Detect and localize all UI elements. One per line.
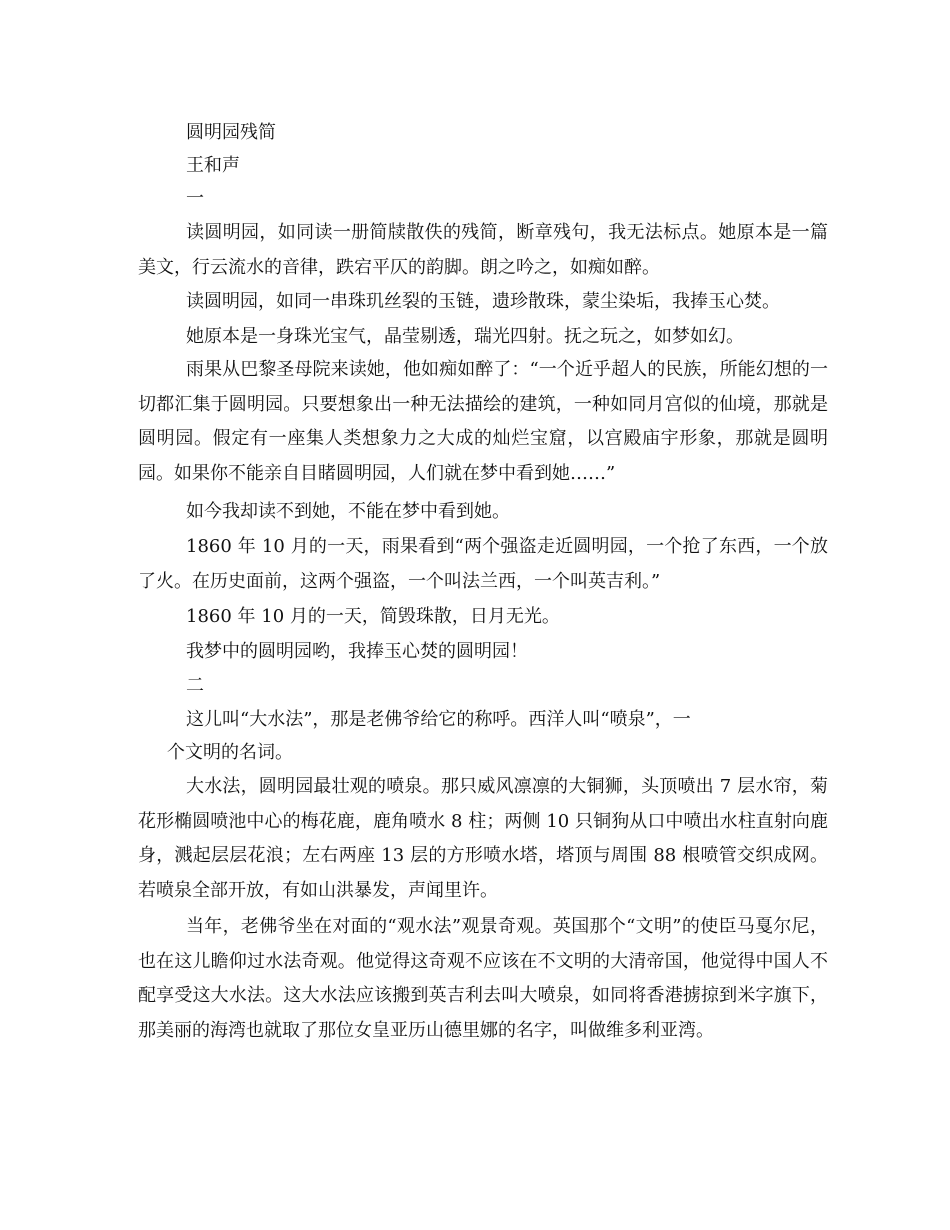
- paragraph: 如今我却读不到她，不能在梦中看到她。: [186, 501, 510, 522]
- paragraph: 1860 年 10 月的一天，简毁珠散，日月无光。: [186, 606, 560, 627]
- section-heading-two: 二: [186, 675, 204, 696]
- document-title: 圆明园残简: [186, 122, 276, 143]
- paragraph: 雨果从巴黎圣母院来读她，他如痴如醉了：“一个近乎超人的民族，所能幻想的一切都汇集于圆明园。只要想象出一种无法描绘的建筑，一种如同月宫似的仙境，那就是圆明园。假定有一座集人类想象力之大成的灿烂宝窟，以宫殿庙宇形象，那就是圆明园。如果你不能亲自目睹圆明园，人们就在梦中看到她……”: [138, 359, 828, 484]
- paragraph: 她原本是一身珠光宝气，晶莹剔透，瑞光四射。抚之玩之，如梦如幻。: [186, 326, 744, 347]
- paragraph: 大水法，圆明园最壮观的喷泉。那只威风凛凛的大铜狮，头顶喷出 7 层水帘，菊花形椭圆喷池中心的梅花鹿，鹿角喷水 8 柱；两侧 10 只铜狗从口中喷出水柱直射向鹿身，溅起层层花浪；左右两座 13 层的方形喷水塔，塔顶与周围 88 根喷管交织成网。若喷泉全部开放，有如山洪暴发，声闻里许。: [138, 776, 828, 901]
- document-author: 王和声: [186, 155, 240, 176]
- paragraph: 当年，老佛爷坐在对面的“观水法”观景奇观。英国那个“文明”的使臣马戛尔尼，也在这儿瞻仰过水法奇观。他觉得这奇观不应该在不文明的大清帝国，他觉得中国人不配享受这大水法。这大水法应该搬到英吉利去叫大喷泉，如同将香港掳掠到米字旗下，那美丽的海湾也就取了那位女皇亚历山德里娜的名字，叫做维多利亚湾。: [138, 916, 828, 1041]
- paragraph: 读圆明园，如同读一册简牍散佚的残简，断章残句，我无法标点。她原本是一篇美文，行云流水的音律，跌宕平仄的韵脚。朗之吟之，如痴如醉。: [138, 222, 828, 278]
- paragraph: 这儿叫“大水法”，那是老佛爷给它的称呼。西洋人叫“喷泉”，一: [186, 709, 691, 730]
- paragraph: 个文明的名词。: [167, 742, 293, 763]
- paragraph: 读圆明园，如同一串珠玑丝裂的玉链，遗珍散珠，蒙尘染垢，我捧玉心焚。: [186, 291, 780, 312]
- paragraph: 1860 年 10 月的一天，雨果看到“两个强盗走近圆明园，一个抢了东西，一个放了火。在历史面前，这两个强盗，一个叫法兰西，一个叫英吉利。”: [138, 536, 828, 592]
- paragraph: 我梦中的圆明园哟，我捧玉心焚的圆明园！: [186, 641, 528, 662]
- section-heading-one: 一: [186, 188, 204, 209]
